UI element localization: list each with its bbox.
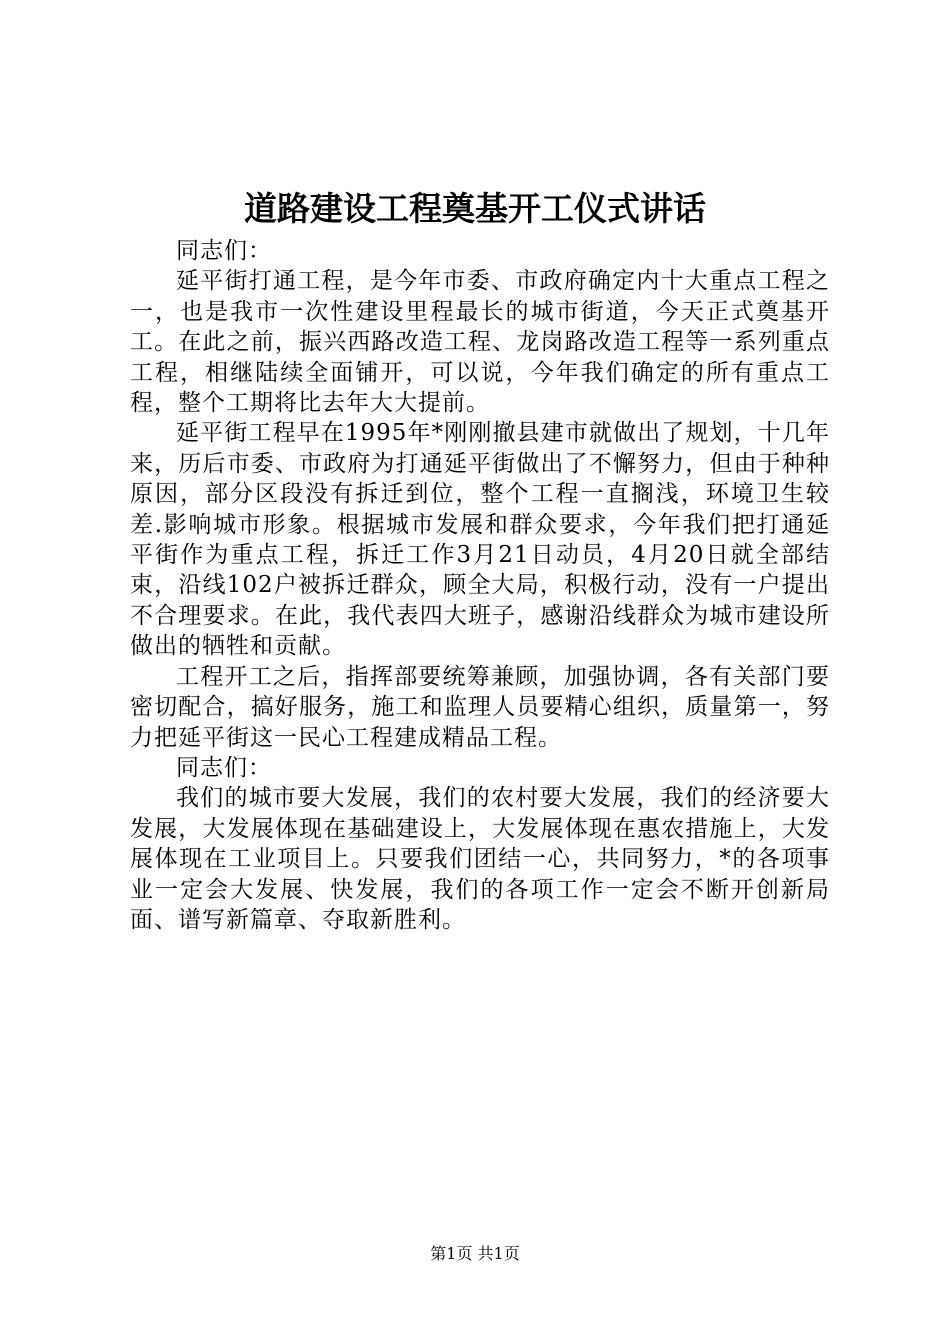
page-number-footer: 第1页 共1页 <box>430 1244 520 1263</box>
paragraph: 延平街打通工程，是今年市委、市政府确定内十大重点工程之一，也是我市一次性建设里程最长的城市街道，今天正式奠基开工。在此之前，振兴西路改造工程、龙岗路改造工程等一系列重点工程，相继陆续全面铺开，可以说，今年我们确定的所有重点工程，整个工期将比去年大大提前。 <box>130 268 830 417</box>
document-title: 道路建设工程奠基开工仪式讲话 <box>244 189 706 228</box>
paragraph: 工程开工之后，指挥部要统筹兼顾，加强协调，各有关部门要密切配合，搞好服务，施工和监理人员要精心组织，质量第一，努力把延平街这一民心工程建成精品工程。 <box>130 663 830 751</box>
paragraph: 我们的城市要大发展，我们的农村要大发展，我们的经济要大发展，大发展体现在基础建设上，大发展体现在惠农措施上，大发展体现在工业项目上。只要我们团结一心，共同努力，*的各项事业一定会大发展、快发展，我们的各项工作一定会不断开创新局面、谱写新篇章、夺取新胜利。 <box>130 785 830 933</box>
document-body <box>130 236 830 935</box>
paragraph: 延平街工程早在1995年*刚刚撤县建市就做出了规划，十几年来，历后市委、市政府为打通延平街做出了不懈努力，但由于种种原因，部分区段没有拆迁到位，整个工程一直搁浅，环境卫生较差.影响城市形象。根据城市发展和群众要求，今年我们把打通延平街作为重点工程，拆迁工作3月21日动员，4月20日就全部结束，沿线102户被拆迁群众，顾全大局，积极行动，没有一户提出不合理要求。在此，我代表四大班子，感谢沿线群众为城市建设所做出的牺牲和贡献。 <box>130 420 830 660</box>
salutation: 同志们： <box>176 238 272 264</box>
salutation: 同志们： <box>176 754 272 781</box>
